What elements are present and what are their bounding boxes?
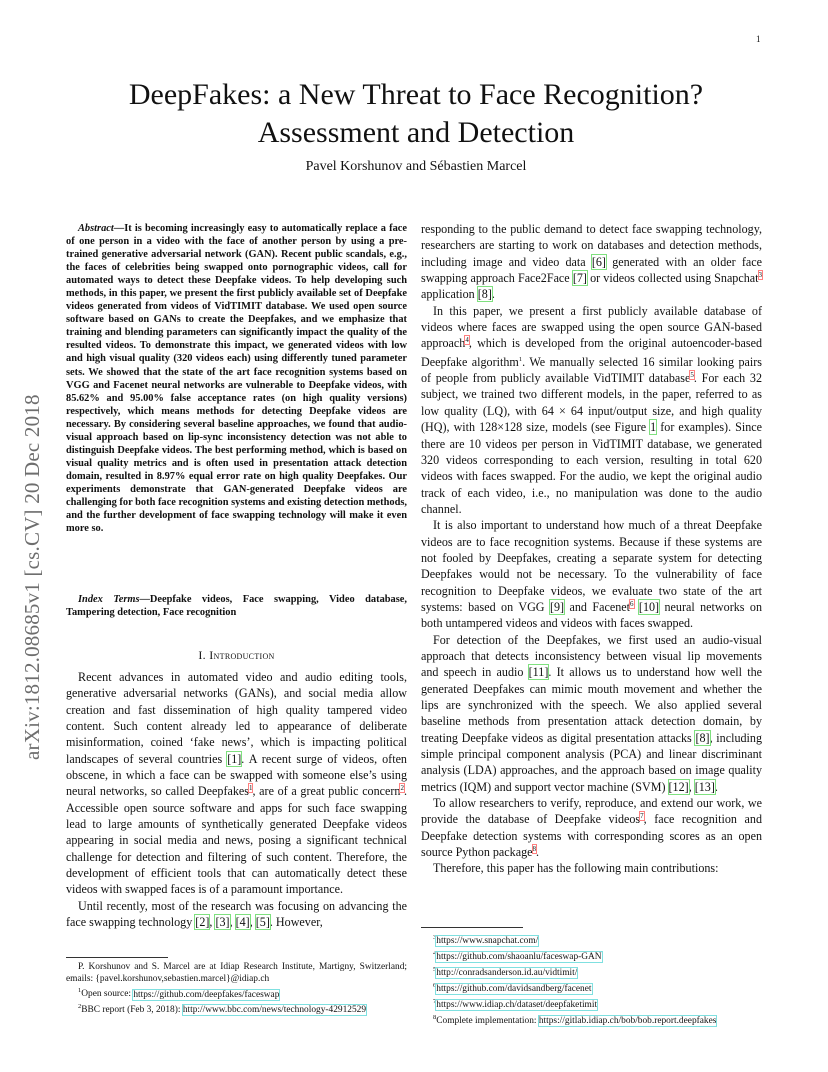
- right-column-text: [421, 221, 762, 877]
- footnote-link[interactable]: 6: [630, 599, 634, 608]
- citation-link[interactable]: [2]: [195, 915, 210, 930]
- footnote-number: 1: [78, 987, 82, 995]
- text-run: , which is developed from the original autoencoder-based Deepfake algorithm: [421, 336, 762, 369]
- footnote-number: 3: [433, 934, 437, 941]
- citation-link[interactable]: [13]: [694, 779, 715, 794]
- abstract: Abstract—It is becoming increasingly easy to automatically replace a face of one person in a video with the face of another person by using a pre-trained generative adversarial network (GAN). Recent public scandals, e.g., the faces of celebrities being swapped onto pornographic videos, call for automated ways to detect these Deepfake videos. To help developing such methods, in this paper, we present the first publicly available set of Deepfake videos generated from videos of VidTIMIT database. We used open source software based on GANs to create the Deepfakes, and we emphasize that training and blending parameters can significantly impact the quality of the resulted videos. To demonstrate this impact, we generated videos with low and high visual quality (320 videos each) using differently tuned parameter sets. We showed that the state of the art face recognition systems based on VGG and Facenet neural networks are vulnerable to Deepfake videos, with 85.62% and 95.00% false acceptance rates (on high quality versions) respectively, which means methods for detecting Deepfake videos are necessary. By considering several baseline approaches, we found that audio-visual approach based on lip-sync inconsistency detection was not able to distinguish Deepfake videos. The best performing method, which is based on visual quality metrics and is often used in presentation attack detection domain, resulted in 8.97% equal error rate on high quality Deepfakes. Our experiments demonstrate that GAN-generated Deepfake videos are challenging for both face recognition systems and existing detection methods, and the further development of face swapping technology will make it even more so.: [66, 223, 407, 535]
- arxiv-identifier: arXiv:1812.08685v1 [cs.CV] 20 Dec 2018: [20, 394, 44, 760]
- citation-link[interactable]: [9]: [549, 599, 565, 614]
- footnote-rule: [421, 927, 523, 928]
- footnote-number: 6: [433, 982, 437, 990]
- text-run: application: [421, 287, 478, 302]
- body-paragraph: For detection of the Deepfakes, we first used an audio-visual approach that detects inconsistency between visual lip movements and speech in audio [11]. It allows us to understand how well the generated Deepfakes can mimic mouth movement and whether the lips are synchronized with the speech. We also applied several baseline methods from presentation attack detection domain, by treating Deepfake videos as digital presentation attacks [8], including simple principal component analysis (PCA) and linear discriminant analysis (LDA) approaches, and the approach based on image quality metrics (IQM) and support vector machine (SVM) [12], [13].: [421, 632, 763, 794]
- citation-link[interactable]: [12]: [668, 779, 689, 794]
- footnote-text: Complete implementation:: [436, 1016, 539, 1027]
- footnote-url[interactable]: http://conradsanderson.id.au/vidtimit/: [436, 968, 578, 979]
- introduction-text: [66, 669, 407, 931]
- footnote-text: BBC report (Feb 3, 2018):: [81, 1005, 183, 1016]
- footnote-url[interactable]: https://www.idiap.ch/dataset/deepfaketimit: [436, 1000, 598, 1011]
- body-paragraph: [421, 795, 762, 860]
- footnote-link[interactable]: 7: [640, 812, 644, 821]
- text-run: . However,: [269, 915, 323, 930]
- footnote: [421, 948, 762, 964]
- citation-link[interactable]: [11]: [528, 665, 549, 680]
- text-run: In this paper, we present a first publicly available database of videos where faces are swapped using the open source GAN-based approach: [421, 303, 762, 351]
- text-run: To allow researchers to verify, reproduce, and extend our work, we provide the database of Deepfake videos: [421, 796, 762, 827]
- footnote-url[interactable]: https://github.com/shaoanlu/faceswap-GAN: [436, 952, 602, 963]
- citation-link[interactable]: [8]: [477, 287, 492, 302]
- text-run: or videos collected using Snapchat: [586, 271, 759, 286]
- affiliation-note: P. Korshunov and S. Marcel are at Idiap Research Institute, Martigny, Switzerland; emails: {pavel.korshunov,sebastien.marcel}@idiap.ch: [66, 962, 407, 984]
- text-run: generated with an older face swapping approach Face2Face: [421, 254, 763, 286]
- text-run: responding to the public demand to detect face swapping technology, researchers are starting to work on databases and detection methods, including image and video data: [421, 222, 762, 269]
- footnote-link[interactable]: 4: [465, 336, 469, 345]
- footnote-url[interactable]: http://www.bbc.com/news/technology-42912529: [182, 1005, 367, 1016]
- text-run: . It allows us to understand how well the generated Deepfakes can mimic mouth movement and whether the lips are synchronized with the speech. We also applied several baseline methods from presentation attack detection domain, by treating Deepfake videos as digital presentation attacks: [421, 665, 763, 745]
- footnote: [66, 1001, 407, 1017]
- text-run: .: [536, 845, 540, 860]
- index-terms: Index Terms—Deepfake videos, Face swapping, Video database, Tampering detection, Face recognition: [66, 594, 407, 619]
- footnote-number: 2: [78, 1003, 82, 1011]
- footnote-number: 8: [433, 1014, 437, 1022]
- text-run: . We manually selected 16 similar looking pairs of people from publicly available VidTIMIT database: [421, 354, 762, 386]
- footnote-mark: 1: [518, 355, 523, 363]
- footnote-url[interactable]: https://github.com/deepfakes/faceswap: [133, 989, 280, 1000]
- text-run: . For each 32 subject, we trained two different models, in the paper, referred to as low quality (LQ), with 64 × 64 input/output size, and high quality (HQ), with 128×128 size, models (see Figure: [421, 371, 763, 435]
- footnote-text: Open source:: [81, 989, 134, 1000]
- citation-link[interactable]: [5]: [255, 915, 270, 930]
- abstract-text: It is becoming increasingly easy to automatically replace a face of one person in a video with the face of another person by using a pre-trained generative adversarial network (GAN). Recent public scandals, e.g., the faces of celebrities being swapped onto pornographic videos, call for automated ways to detect these Deepfake videos. To help developing such methods, in this paper, we present the first publicly available set of Deepfake videos generated from videos of VidTIMIT database. We used open source software based on GANs to create the Deepfakes, and we emphasize that training and blending parameters can significantly impact the quality of the resulted videos. To demonstrate this impact, we generated videos with low and high visual quality (320 videos each) using differently tuned parameter sets. We showed that the state of the art face recognition systems based on VGG and Facenet neural networks are vulnerable to Deepfake videos, with 85.62% and 95.00% false acceptance rates (on high quality versions) respectively, which means methods for detecting Deepfake videos are necessary. By considering several baseline approaches, we found that audio-visual approach based on lip-sync inconsistency detection was not able to distinguish Deepfake videos. The best performing method, which is based on visual quality metrics and is often used in presentation attack detection domain, resulted in 8.97% equal error rate on high quality Deepfakes. Our experiments demonstrate that GAN-generated Deepfake videos are challenging for both face recognition systems and existing detection methods, and the further development of face swapping technology will make it even more so.: [66, 223, 407, 535]
- footnote-number: 4: [433, 950, 437, 958]
- index-terms-label: Index Terms: [78, 594, 140, 605]
- citation-link[interactable]: [6]: [591, 254, 606, 269]
- footnote: [421, 932, 762, 948]
- footnote-rule: [66, 957, 168, 958]
- citation-link[interactable]: [10]: [638, 599, 660, 614]
- footnote: [421, 980, 762, 996]
- text-run: Until recently, most of the research was focusing on advancing the face swapping technology: [66, 898, 407, 930]
- text-run: , are of a great public concern: [252, 784, 401, 799]
- citation-link[interactable]: [4]: [235, 915, 250, 930]
- abstract-label: Abstract: [78, 223, 114, 234]
- text-run: Therefore, this paper has the following main contributions:: [433, 861, 719, 876]
- authors: Pavel Korshunov and Sébastien Marcel: [305, 159, 527, 174]
- text-run: .: [714, 779, 718, 794]
- intro-paragraph: Until recently, most of the research was focusing on advancing the face swapping technology [2], [3], [4], [5]. However,: [66, 898, 407, 930]
- footnote-link[interactable]: 3: [758, 271, 763, 279]
- footnote: [421, 1012, 762, 1028]
- text-run: . Accessible open source software and apps for such face swapping lead to large amounts of synthetically generated Deepfake videos appearing in social media and news, posing a significant technical challenge for detection and filtering of such content. Therefore, the development of efficient tools that can automatically detect these videos with swapped faces is of a paramount importance.: [66, 784, 407, 897]
- footnote: [421, 964, 762, 980]
- text-run: neural networks on both untampered videos and videos with faces swapped.: [421, 599, 762, 631]
- text-run: , face recognition and Deepfake detection systems with corresponding scores as an open source Python package: [421, 812, 762, 860]
- footnote-number: 7: [433, 998, 437, 1006]
- text-run: , including simple principal component analysis (PCA) and linear discriminant analysis (LDA) approaches, and the approach based on image quality metrics (IQM) and support vector machine (SVM): [421, 730, 762, 794]
- citation-link[interactable]: [1]: [227, 751, 242, 766]
- text-run: . A recent surge of videos, often obscene, in which a face can be swapped with someone else’s using neural networks, so called Deepfakes: [66, 751, 407, 799]
- footnote-link[interactable]: 8: [532, 845, 536, 854]
- index-terms-text: Deepfake videos, Face swapping, Video database, Tampering detection, Face recognition: [66, 594, 407, 619]
- text-run: For detection of the Deepfakes, we first used an audio-visual approach that detects inconsistency between visual lip movements and speech in audio: [421, 632, 762, 680]
- footnote-number: 5: [433, 966, 437, 974]
- footnote-url[interactable]: https://gitlab.idiap.ch/bob/bob.report.deepfakes: [538, 1016, 717, 1027]
- footnote-link[interactable]: 1: [248, 784, 253, 793]
- figure-link[interactable]: 1: [650, 420, 657, 435]
- text-run: for examples). Since there are 10 videos per person in VidTIMIT database, we generated 320 videos corresponding to each version, resulting in total 620 videos with faces swapped. For the audio, we kept the original audio track of each video, i.e., no manipulation was done to the audio channel.: [421, 420, 762, 516]
- footnotes-right: [421, 932, 762, 1028]
- intro-paragraph: [66, 669, 407, 898]
- body-paragraph: [421, 303, 762, 518]
- citation-link[interactable]: [3]: [215, 915, 230, 930]
- text-run: Recent advances in automated video and audio editing tools, generative adversarial networks (GANs), and social media allow creation and fast dissemination of high quality tampered video content. Such content already led to appearance of deliberate misinformation, coined ‘fake news’, which is impacting political landscapes of several countries: [66, 670, 407, 766]
- body-paragraph: [421, 517, 762, 631]
- body-paragraph: [421, 221, 762, 303]
- footnote-url[interactable]: https://www.snapchat.com/: [436, 936, 539, 947]
- footnote-url[interactable]: https://github.com/davidsandberg/facenet: [436, 984, 592, 995]
- paper-title: DeepFakes: a New Threat to Face Recognition? Assessment and Detection: [128, 78, 704, 149]
- footnote: [66, 985, 407, 1001]
- body-paragraph: [421, 860, 762, 876]
- footnote: [421, 996, 762, 1012]
- text-run: and Facenet: [564, 599, 630, 614]
- citation-link[interactable]: [7]: [572, 271, 587, 286]
- text-run: .: [491, 287, 495, 302]
- footnote-link[interactable]: 2: [400, 784, 404, 793]
- footnote-link[interactable]: 5: [690, 371, 694, 380]
- citation-link[interactable]: [8]: [695, 730, 710, 745]
- section-heading-text: I. Introduction: [198, 648, 275, 662]
- section-heading: [66, 648, 407, 663]
- footnotes-left: [66, 962, 407, 1017]
- page-number: 1: [756, 34, 761, 44]
- text-run: It is also important to understand how much of a threat Deepfake videos are to face recognition systems. Because if these systems are not fooled by Deepfakes, creating a separate system for detecting Deepfakes would not be necessary. To the vulnerability of face recognition to Deepfake videos, we evaluate two state of the art systems: based on VGG: [421, 518, 762, 614]
